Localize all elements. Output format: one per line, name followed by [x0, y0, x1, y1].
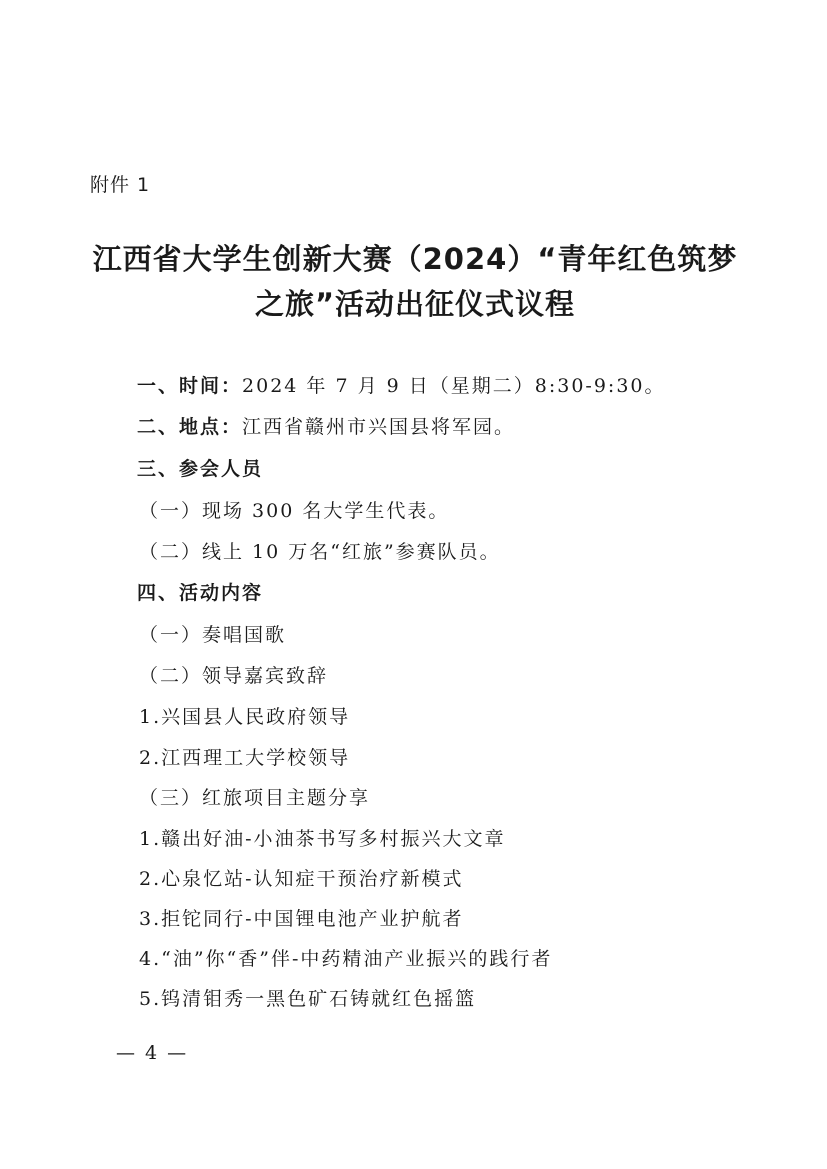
time-row [137, 371, 666, 398]
attachment-label: 附件 1 [90, 174, 151, 196]
project-item: 4.“油”你“香”伴-中药精油产业振兴的践行者 [139, 948, 553, 970]
project-item: 1.赣出好油-小油茶书写多村振兴大文章 [139, 828, 506, 850]
document-title-line-1: 江西省大学生创新大赛（2024）“青年红色筑梦 [92, 242, 738, 276]
time-label: 一、时间： [137, 375, 243, 397]
participants-item: （一）现场 300 名大学生代表。 [139, 500, 450, 522]
location-row [137, 412, 515, 439]
project-item: 3.拒铊同行-中国锂电池产业护航者 [139, 908, 464, 930]
speech-item: 2.江西理工大学校领导 [139, 747, 351, 769]
project-item: 5.钨清钼秀一黑色矿石铸就红色摇篮 [139, 988, 477, 1010]
participants-heading: 三、参会人员 [137, 458, 264, 480]
activities-heading: 四、活动内容 [137, 582, 264, 604]
page-number: — 4 — [116, 1042, 189, 1064]
location-value: 江西省赣州市兴国县将军园。 [242, 416, 516, 438]
activities-sub-heading: （二）领导嘉宾致辞 [139, 665, 329, 687]
activities-sub-heading: （三）红旅项目主题分享 [139, 787, 371, 809]
time-value: 2024 年 7 月 9 日（星期二）8:30-9:30。 [242, 375, 666, 397]
location-label: 二、地点： [137, 416, 243, 438]
participants-item: （二）线上 10 万名“红旅”参赛队员。 [139, 541, 501, 563]
activities-sub-heading: （一）奏唱国歌 [139, 624, 287, 646]
speech-item: 1.兴国县人民政府领导 [139, 706, 351, 728]
project-item: 2.心泉忆站-认知症干预治疗新模式 [139, 868, 464, 890]
document-title-line-2: 之旅”活动出征仪式议程 [254, 287, 576, 321]
